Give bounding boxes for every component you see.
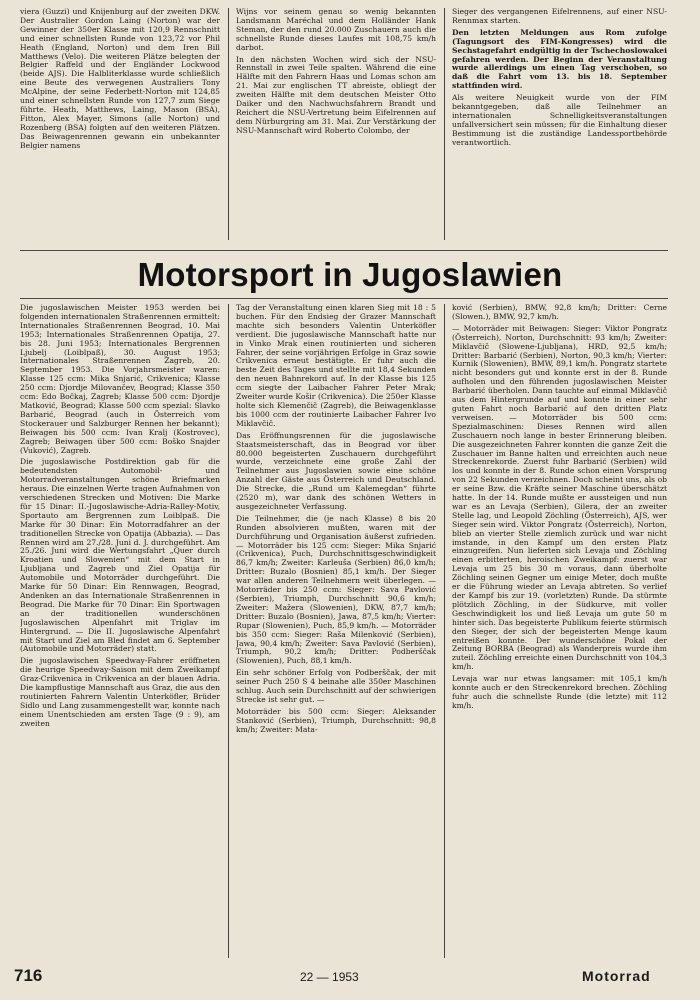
- page-number: 716: [14, 966, 43, 985]
- paragraph: Die jugoslawischen Meister 1953 werden bei folgenden internationalen Straßenrennen ermittelt: Internationales Straßenrennen Beograd, 10. Mai 1953; Internationales Straßenrennen Opatija, 27. bis 28. Juni 1953; Internationales Bergrennen Ljubelj (Loiblpaß), 30. August 1953; Internationales Straßenrennen Zagreb, 20. September 1953. Die Vorjahrsmeister waren: Klasse 125 ccm: Mika Snjarić, Crikvenica; Klasse 250 ccm: Djordje Milovančev, Beograd; Klasse 350 ccm: Edo Bočkaj, Zagreb; Klasse 500 ccm: Djordje Matković, Beograd; Klasse 500 ccm spezial: Slavko Barbarić, Beograd (auch in Österreich vom Stockerauer und Salzburger Rennen her bekannt); Beiwagen bis 500 ccm: Ivan Kralj (Kostrovec), Zagreb; Beiwagen über 500 ccm: Boško Snajder (Vuković), Zagreb.: [20, 304, 220, 455]
- paragraph: ković (Serbien), BMW, 92,8 km/h; Dritter: Cerne (Slowen.), BMW, 92,7 km/h.: [452, 304, 667, 321]
- headline-rule-bottom: [20, 298, 668, 299]
- paragraph: viera (Guzzi) und Knijenburg auf der zweiten DKW. Der Australier Gordon Laing (Norton) war der Gewinner der 350er Klasse mit 120,9 Rennschnitt und einer schnellsten Runde von 123,72 vor Phil Heath (England, Norton) und dem Iren Bill Matthews (Velo). Die weiteren Plätze belegten der Belgier Raffeld und der Engländer Lockwood (beide AJS). Die Halbliterklasse wurde schließlich eine Beute des verwegenen Australiers Tony McAlpine, der seine Federbett-Norton mit 124,85 und einer schnellsten Runde von 127,7 zum Siege führte. Heath, Matthews, Laing, Mason (BSA), Fitton, Alex Mayer, Simons (alle Norton) und Rozenberg (BSA) folgten auf den weiteren Plätzen. Das Beiwagenrennen gewann ein unbekannter Belgier namens: [20, 8, 220, 150]
- headline-rule-top: [20, 250, 668, 251]
- paragraph: Wijns vor seinem genau so wenig bekannten Landsmann Maréchal und dem Holländer Hank Steman, der den rund 20.000 Zuschauern auch die schnellste Runde dieses Laufes mit 108,75 km/h darbot.: [236, 8, 436, 52]
- top-column-2: [236, 8, 436, 240]
- paragraph: Ein sehr schöner Erfolg von Podberščak, der mit seiner Puch 250 S 4 beinahe alle 350er Maschinen schlug. Auch sein Durchschnitt auf der schwierigen Strecke ist sehr gut. —: [236, 668, 436, 704]
- magazine-name: Motorrad: [582, 968, 651, 984]
- bottom-column-1: [20, 304, 220, 958]
- paragraph: Die Teilnehmer, die (je nach Klasse) 8 bis 20 Runden absolvieren mußten, waren mit der Durchführung und Organisation äußerst zufrieden. — Motorräder bis 125 ccm: Sieger: Mika Snjarić (Crikvenica), Puch, Durchschnittsgeschwindigkeit 86,7 km/h; Zweiter: Karleuša (Serbien) 86,0 km/h; Dritter: Buzalo (Bosnien) 85,1 km/h. Der Sieger war allen anderen Teilnehmern weit überlegen. — Motorräder bis 250 ccm: Sieger: Sava Pavlović (Serbien), Triumph, Durchschnitt 90,6 km/h; Zweiter: Mažera (Slowenien), DKW, 87,7 km/h; Dritter: Buzalo (Bosnien), Jawa, 87,5 km/h; Vierter: Rupar (Slowenien), Puch, 85,9 km/h. — Motorräder bis 350 ccm: Sieger: Raša Milenković (Serbien), Jawa, 90,4 km/h; Zweiter: Sava Pavlović (Serbien), Triumph, 90,2 km/h; Dritter: Podberščak (Slowenien), Puch, 88,1 km/h.: [236, 513, 436, 666]
- headline: Motorsport in Jugoslawien: [137, 256, 563, 293]
- paragraph: Die jugoslawische Postdirektion gab für die bedeutendsten Automobil- und Motorradveranstaltungen schöne Briefmarken heraus. Die einzelnen Werte tragen Aufnahmen von verschiedenen Strecken und Motiven: Die Marke für 15 Dinar: II.-Jugoslawische-Adria-Ralley-Motiv, Sportauto am Bergrennen zum Loiblpaß. Die Marke für 30 Dinar: Ein Motorradfahrer an der traditionellen Strecke von Opatija (Abbazia). — Das Rennen wird am 27./28. Juni d. J. durchgeführt. Am 25./26. Juni wird die Wertungsfahrt „Quer durch Kroatien und Slowenien“ mit dem Start in Ljubljana und Zagreb und Ziel Opatija für Automobile und Motorräder durchgeführt. Die Marke für 50 Dinar: Ein Rennwagen, Beograd, Andenken an das Internationale Straßenrennen in Beograd. Die Marke für 70 Dinar: Ein Sportwagen an der traditionellen wunderschönen Jugoslawischen Alpenfahrt mit Triglav im Hintergrund. — Die II. Jugoslawische Alpenfahrt mit Start und Ziel am Bled findet am 6. September (Automobile und Motorräder) statt.: [20, 457, 220, 654]
- top-column-1: [20, 8, 220, 240]
- bottom-column-2: [236, 304, 436, 958]
- top-column-3: [452, 8, 667, 240]
- column-rule: [228, 8, 229, 240]
- paragraph: Tag der Veranstaltung einen klaren Sieg mit 18 : 5 buchen. Für den Endsieg der Grazer Mannschaft machte sich besonders Valentin Unterköfler verdient. Die jugoslawische Mannschaft hatte nur in Vinko Mrak einen routinierten und sicheren Fahrer, der seine vorjährigen Erfolge in Graz sowie Crikvenica erneut bestätigte. Er fuhr auch die beste Zeit des Tages und stellte mit 18,4 Sekunden den neuen Bahnrekord auf. In der Klasse bis 125 ccm siegte der Laibacher Fahrer Peter Mrak; Zweiter wurde Košir (Crikvenica). Die 250er Klasse holte sich Klemenčič (Zagreb), die Beiwagenklasse bis 1000 ccm der routinierte Laibacher Fahrer Ivo Miklavčič.: [236, 304, 436, 428]
- bottom-column-3: [452, 304, 667, 958]
- paragraph: Levaja war nur etwas langsamer: mit 105,1 km/h konnte auch er den Streckenrekord brechen. Zöchling fuhr auch die schnellste Runde (die letzte) mit 112 km/h.: [452, 674, 667, 710]
- paragraph: Den letzten Meldungen aus Rom zufolge (Tagungsort des FIM-Kongresses) wird die Sechstagefahrt endgültig in der Tschechoslowakei gefahren werden. Der Beginn der Veranstaltung wurde allerdings um einen Tag verschoben, so daß die Fahrt vom 13. bis 18. September stattfinden wird.: [452, 27, 667, 91]
- column-rule: [228, 304, 229, 958]
- column-rule: [444, 8, 445, 240]
- paragraph: Als weitere Neuigkeit wurde von der FIM bekanntgegeben, daß alle Teilnehmer an internationalen Schnelligkeitsveranstaltungen unfallversichert sein müssen; für die Einhaltung dieser Bestimmung ist die zuständige Landessportbehörde verantwortlich.: [452, 93, 667, 147]
- paragraph: Das Eröffnungsrennen für die jugoslawische Staatsmeisterschaft, das in Beograd vor über 80.000 begeisterten Zuschauern durchgeführt wurde, verzeichnete eine große Zahl der Teilnehmer aus Jugoslawien sowie eine schöne Anzahl der Gäste aus Österreich und Deutschland. Die Strecke, die „Rund um Kalemegdan“ führte (2520 m), war dank des schönen Wetters in ausgezeichneter Verfassung.: [236, 430, 436, 511]
- paragraph: Die jugoslawischen Speedway-Fahrer eröffneten die heurige Speedway-Saison mit dem Zweikampf Graz-Crikvenica in Crikvenica an der blauen Adria. Die kampflustige Mannschaft aus Graz, die aus den routinierten Fahrern Valentin Unterköfler, Brüder Sidlo und Lang zusammengestellt war, konnte nach einem Unentschieden am ersten Tage (9 : 9), am zweiten: [20, 656, 220, 728]
- page-footer: [0, 966, 700, 990]
- paragraph: Sieger des vergangenen Eifelrennens, auf einer NSU-Rennmax starten.: [452, 8, 667, 25]
- column-rule: [444, 304, 445, 958]
- paragraph: — Motorräder mit Beiwagen: Sieger: Viktor Pongratz (Österreich), Norton, Durchschnitt: 93 km/h; Zweiter: Miklavčič (Slowene-Ljubljana), HRD, 92,5 km/h; Dritter: Barbarić (Serbien), Norton, 90,3 km/h; Vierter: Kurnik (Slowenien), BMW, 89,1 km/h. Pongratz startete nicht besonders gut und konnte erst in der 8. Runde aufholen und den führenden jugoslawischen Meister Barbarić überholen. Dann tauchte auf einmal Miklavčič aus dem Hintergrunde auf und konnte in einer sehr guten Fahrt noch Barbarić auf den dritten Platz verweisen. — Motorräder bis 500 ccm: Spezialmaschinen: Dieses Rennen wird allen Zuschauern noch lange in bester Erinnerung bleiben. Die ausgezeichneten Fahrer konnten die ganze Zeit die Zuschauer im Banne halten und erreichten auch neue Streckenrekorde. Zuerst fuhr Barbarić (Serbien) wild los und konnte in der 8. Runde schon einen Vorsprung von 22 Sekunden verzeichnen. Doch scheint uns, als ob er seine Bzw. die Kräfte seiner Maschine überschätzt hatte. In der 14. Runde mußte er aussteigen und nun war es an Levaja (Serbien), Gilera, der an zweiter Stelle lag, und Leopold Zöchling (Österreich), AJS, wer Sieger sein wird. Viktor Pongratz (Österreich), Norton, blieb an vierter Stelle ziemlich zurück und war nicht imstande, in den Kampf um den ersten Platz einzugreifen. Nun lieferten sich Levaja und Zöchling einen erbitterten, heroischen Zweikampf: zuerst war Levaja um 25 bis 30 m voraus, dann überholte Zöchling seinen Gegner um einige Meter, doch mußte er die Führung wieder an Levaja abtreten. So verlief der Kampf bis zur 19. (vorletzten) Runde. Da stürmte plötzlich Zöchling, in der Südkurve, mit voller Geschwindigkeit los und ließ Levaja um gute 50 m hinter sich. Das begeisterte Publikum feierte stürmisch den Sieger, der sich der begeisterten Menge kaum entreißen konnte. Der wunderschöne Pokal der Zeitung BORBA (Beograd) als Wanderpreis wurde ihm zuteil. Zöchling erreichte einen Durchschnitt von 104,3 km/h.: [452, 323, 667, 672]
- paragraph: In den nächsten Wochen wird sich der NSU-Rennstall in zwei Teile spalten. Während die eine Hälfte mit den Fahrern Haas und Lomas schon am 21. Mai zur englischen TT abreiste, obliegt der zweiten Hälfte mit dem deutschen Meister Otto Daiker und den Nachwuchsfahrern Brandt und Reichert die NSU-Vertretung beim Eifelrennen auf dem Nürburgring am 31. Mai. Zur Verstärkung der NSU-Mannschaft wird Roberto Colombo, der: [236, 54, 436, 135]
- paragraph: Motorräder bis 500 ccm: Sieger: Aleksander Stanković (Serbien), Triumph, Durchschnitt: 98,8 km/h; Zweiter: Mata-: [236, 706, 436, 734]
- issue-number: 22 — 1953: [300, 970, 359, 984]
